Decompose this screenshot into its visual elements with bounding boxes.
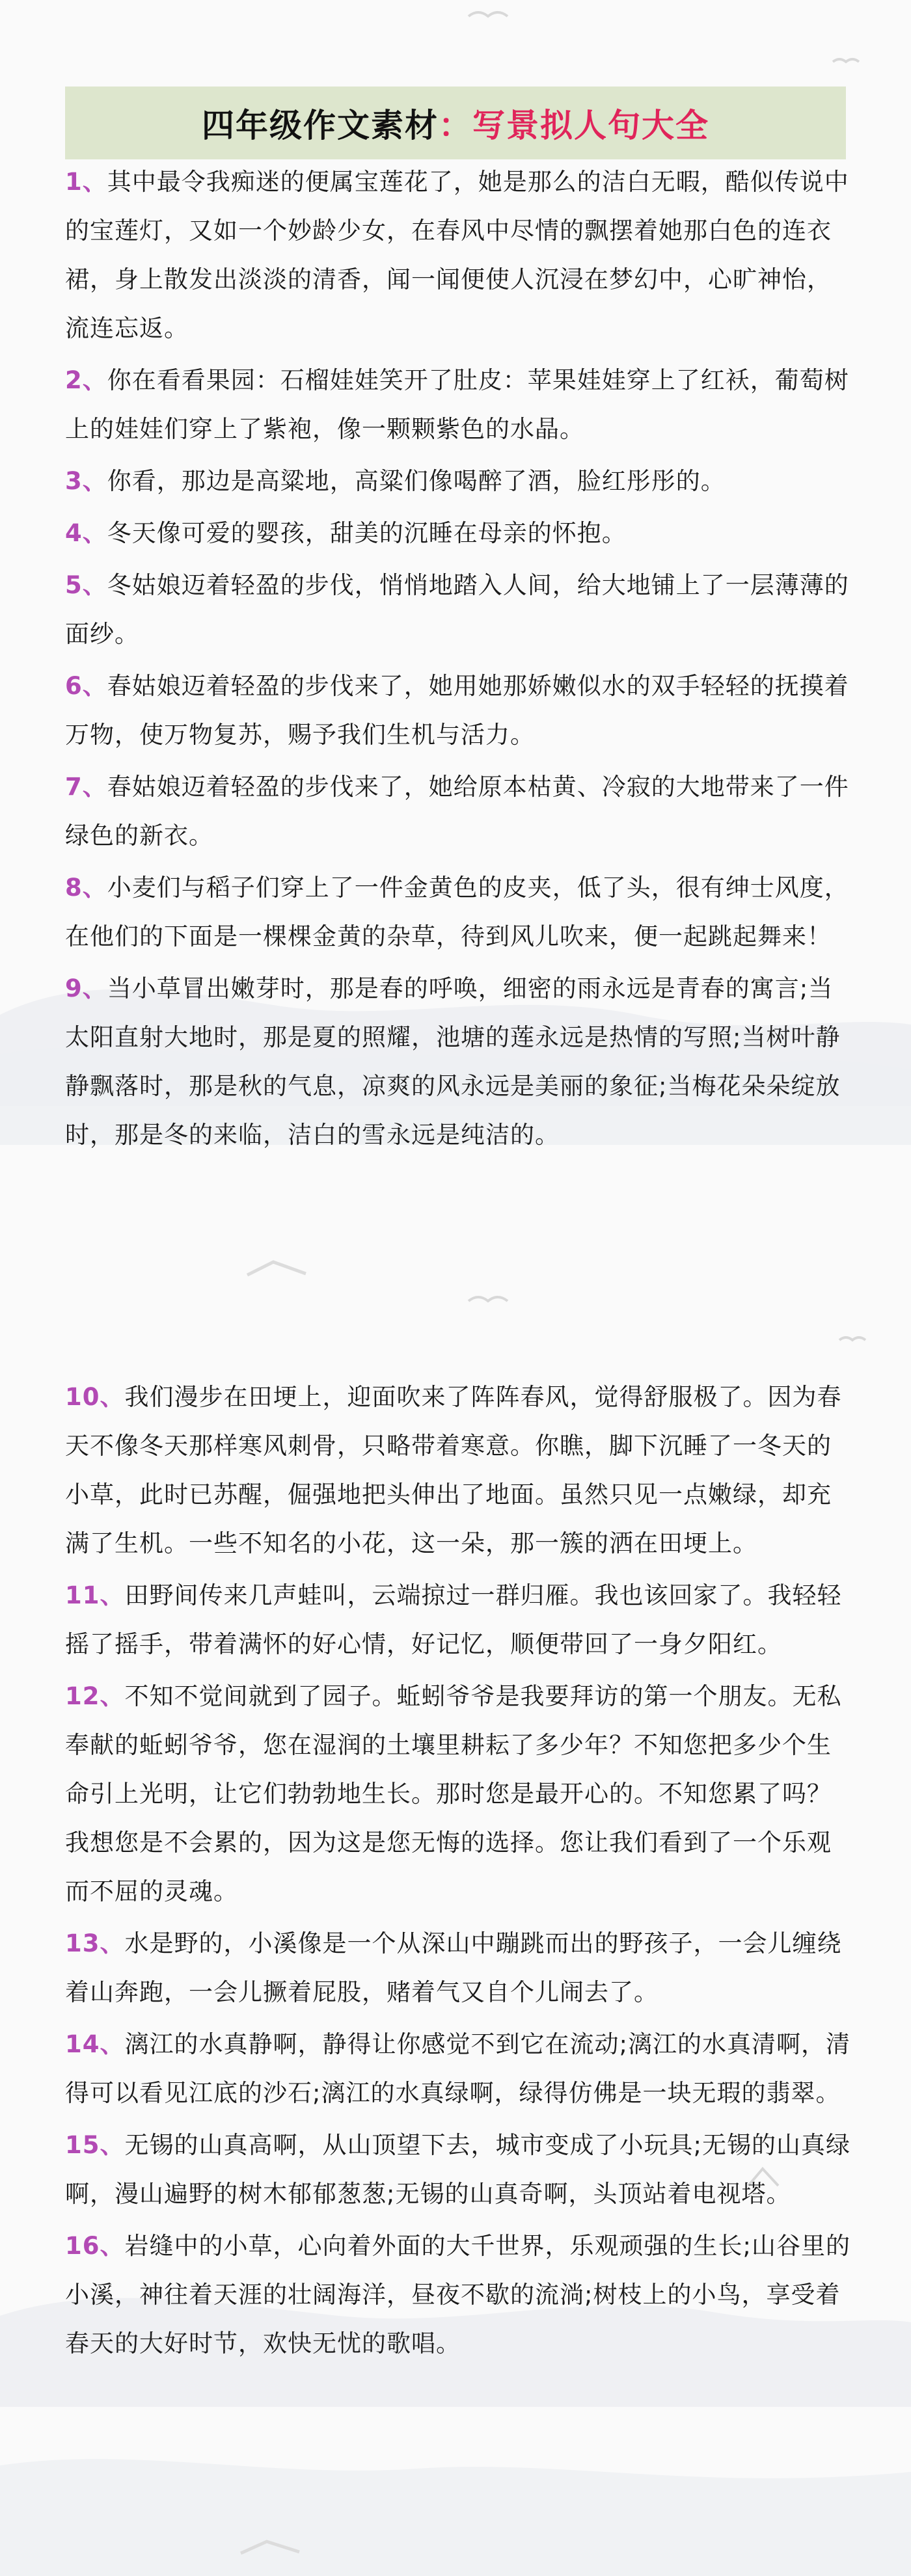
list-item — [65, 509, 852, 557]
list-item — [65, 157, 852, 353]
list-item — [65, 356, 852, 453]
list-item — [65, 863, 852, 961]
list-item — [65, 1919, 852, 2017]
item-number: 1、 — [65, 168, 107, 196]
list-item — [65, 2121, 852, 2218]
list-item — [65, 457, 852, 505]
item-number: 7、 — [65, 773, 107, 801]
item-number: 13、 — [65, 1929, 125, 1957]
item-number: 4、 — [65, 519, 107, 547]
item-number: 10、 — [65, 1383, 125, 1411]
item-text: 田野间传来几声蛙叫，云端掠过一群归雁。我也该回家了。我轻轻摇了摇手，带着满怀的好心情，好记忆，顺便带回了一身夕阳红。 — [65, 1581, 842, 1658]
item-number: 12、 — [65, 1682, 125, 1710]
list-item — [65, 964, 852, 1159]
item-number: 3、 — [65, 467, 107, 495]
item-text: 春姑娘迈着轻盈的步伐来了，她用她那娇嫩似水的双手轻轻的抚摸着万物，使万物复苏，赐予我们生机与活力。 — [65, 672, 849, 749]
item-number: 6、 — [65, 672, 107, 700]
item-text: 其中最令我痴迷的便属宝莲花了，她是那么的洁白无暇，酷似传说中的宝莲灯，又如一个妙龄少女，在春风中尽情的飘摆着她那白色的连衣裙，身上散发出淡淡的清香，闻一闻便使人沉浸在梦幻中，心旷神怡，流连忘返。 — [65, 168, 849, 342]
title-main: 四年级作文素材 — [202, 107, 439, 144]
item-number: 2、 — [65, 366, 107, 394]
list-item — [65, 561, 852, 658]
sentence-list-part1 — [65, 157, 852, 1162]
item-number: 11、 — [65, 1581, 125, 1609]
item-text: 漓江的水真静啊，静得让你感觉不到它在流动;漓江的水真清啊，清得可以看见江底的沙石;漓江的水真绿啊，绿得仿佛是一块无瑕的翡翠。 — [65, 2030, 850, 2107]
item-text: 水是野的，小溪像是一个从深山中蹦跳而出的野孩子，一会儿缠绕着山奔跑，一会儿撅着屁股，赌着气又自个儿闹去了。 — [65, 1929, 842, 2006]
sentence-list-part2 — [65, 1373, 852, 2371]
list-item — [65, 2221, 852, 2368]
item-text: 无锡的山真高啊，从山顶望下去，城市变成了小玩具;无锡的山真绿啊，漫山遍野的树木郁郁葱葱;无锡的山真奇啊，头顶站着电视塔。 — [65, 2131, 850, 2208]
item-text: 冬天像可爱的婴孩，甜美的沉睡在母亲的怀抱。 — [107, 519, 627, 547]
item-number: 15、 — [65, 2131, 125, 2159]
item-text: 我们漫步在田埂上，迎面吹来了阵阵春风，觉得舒服极了。因为春天不像冬天那样寒风刺骨，只略带着寒意。你瞧，脚下沉睡了一冬天的小草，此时已苏醒，倔强地把头伸出了地面。虽然只见一点嫩绿，却充满了生机。一些不知名的小花，这一朵，那一簇的洒在田埂上。 — [65, 1383, 842, 1557]
item-text: 你在看看果园：石榴娃娃笑开了肚皮：苹果娃娃穿上了红袄，葡萄树上的娃娃们穿上了紫袍，像一颗颗紫色的水晶。 — [65, 366, 849, 443]
item-number: 14、 — [65, 2030, 125, 2058]
list-item — [65, 1571, 852, 1669]
item-text: 冬姑娘迈着轻盈的步伐，悄悄地踏入人间，给大地铺上了一层薄薄的面纱。 — [65, 571, 849, 648]
item-text: 当小草冒出嫩芽时，那是春的呼唤，细密的雨永远是青春的寓言;当太阳直射大地时，那是夏的照耀，池塘的莲永远是热情的写照;当树叶静静飘落时，那是秋的气息，凉爽的风永远是美丽的象征;当梅花朵朵绽放时，那是冬的来临，洁白的雪永远是纯洁的。 — [65, 974, 841, 1149]
item-number: 16、 — [65, 2232, 125, 2260]
title-sub: 写景拟人句大全 — [472, 107, 709, 144]
list-item — [65, 2020, 852, 2117]
item-text: 不知不觉间就到了园子。蚯蚓爷爷是我要拜访的第一个朋友。无私奉献的蚯蚓爷爷，您在湿润的土壤里耕耘了多少年？不知您把多少个生命引上光明，让它们勃勃地生长。那时您是最开心的。不知您累了吗？我想您是不会累的，因为这是您无悔的选择。您让我们看到了一个乐观而不屈的灵魂。 — [65, 1682, 842, 1905]
item-text: 春姑娘迈着轻盈的步伐来了，她给原本枯黄、冷寂的大地带来了一件绿色的新衣。 — [65, 773, 849, 850]
item-number: 5、 — [65, 571, 107, 599]
page-title — [65, 87, 846, 159]
list-item — [65, 762, 852, 860]
item-text: 岩缝中的小草，心向着外面的大千世界，乐观顽强的生长;山谷里的小溪，神往着天涯的壮阔海洋，昼夜不歇的流淌;树枝上的小鸟，享受着春天的大好时节，欢快无忧的歌唱。 — [65, 2232, 850, 2357]
item-number: 8、 — [65, 874, 107, 902]
title-colon: ： — [439, 107, 472, 144]
list-item — [65, 1672, 852, 1916]
item-text: 你看，那边是高粱地，高粱们像喝醉了酒，脸红彤彤的。 — [107, 467, 726, 495]
list-item — [65, 662, 852, 759]
item-number: 9、 — [65, 974, 107, 1002]
list-item — [65, 1373, 852, 1568]
item-text: 小麦们与稻子们穿上了一件金黄色的皮夹，低了头，很有绅士风度，在他们的下面是一棵棵金黄的杂草，待到风儿吹来，便一起跳起舞来！ — [65, 874, 849, 950]
